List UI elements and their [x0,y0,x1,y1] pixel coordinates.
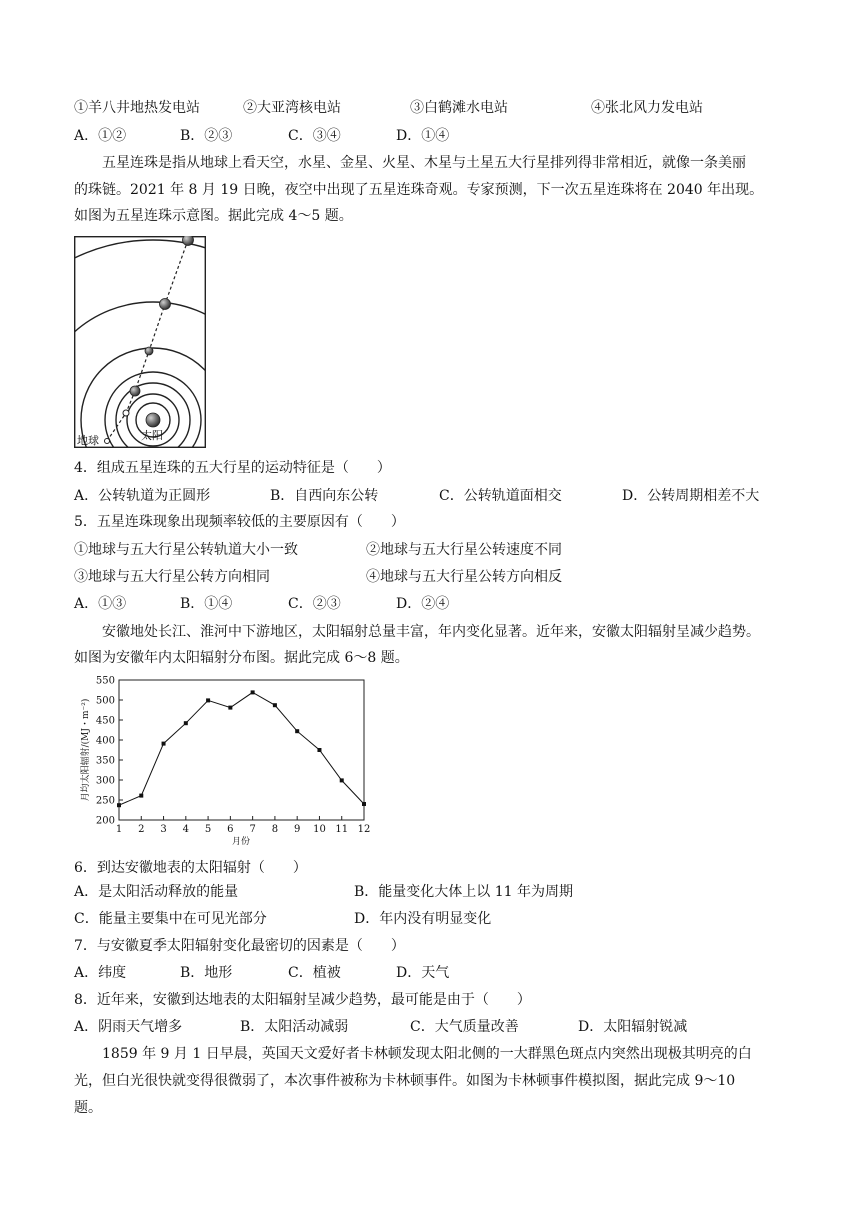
q3-item-1: ①羊八井地热发电站 [74,100,200,116]
q5-option-c[interactable]: C．②③ [288,596,341,612]
data-point [139,794,143,798]
data-point [228,706,232,710]
q6-option-a[interactable]: A．是太阳活动释放的能量 [74,884,239,900]
x-tick-label: 2 [138,824,145,835]
q6-option-d[interactable]: D．年内没有明显变化 [354,911,492,927]
q4-option-a[interactable]: A．公转轨道为正圆形 [74,488,211,504]
q6-stem: 6．到达安徽地表的太阳辐射（ ） [74,860,307,876]
q5-option-b[interactable]: B．①④ [180,596,233,612]
y-tick-label: 350 [95,755,115,767]
q4-option-d[interactable]: D．公转周期相差不大 [622,488,760,504]
passage3-line-3: 题。 [74,1100,102,1116]
q3-item-4: ④张北风力发电站 [591,100,703,116]
saturn-icon [183,236,194,246]
data-point [340,778,344,782]
q8-option-c[interactable]: C．大气质量改善 [410,1019,519,1035]
mars-icon [145,347,153,355]
q8-stem: 8．近年来，安徽到达地表的太阳辐射呈减少趋势，最可能是由于（ ） [74,992,531,1008]
q5-item-3: ③地球与五大行星公转方向相同 [74,569,270,585]
x-tick-label: 5 [204,824,212,835]
passage3-line-1: 1859 年 9 月 1 日早晨，英国天文爱好者卡林顿发现太阳北侧的一大群黑色斑点内突然出现极其明亮的白 [102,1046,752,1062]
q7-option-d[interactable]: D．天气 [396,965,450,981]
data-point [117,803,121,807]
x-tick-label: 7 [249,824,256,835]
data-point [317,748,321,752]
jupiter-icon [160,299,171,310]
x-tick-label: 3 [160,824,167,835]
x-tick-label: 11 [335,824,349,835]
data-point [251,690,255,694]
y-tick-label: 300 [95,775,115,787]
y-tick-label: 400 [95,735,115,747]
earth-icon [105,439,110,444]
passage3-line-2: 光，但白光很快就变得很微弱了，本次事件被称为卡林顿事件。如图为卡林顿事件模拟图，据此完成 9～10 [74,1073,736,1089]
x-tick-label: 12 [357,824,371,835]
sun-label: 太阳 [141,429,163,442]
q5-item-2: ②地球与五大行星公转速度不同 [366,542,562,558]
x-tick-label: 8 [271,824,279,835]
q3-option-c[interactable]: C．③④ [288,128,341,144]
y-tick-label: 550 [95,675,115,687]
alignment-line [107,240,188,441]
q5-stem: 5．五星连珠现象出现频率较低的主要原因有（ ） [74,514,405,530]
y-tick-label: 500 [95,695,115,707]
y-tick-label: 200 [95,815,115,827]
q6-option-b[interactable]: B．能量变化大体上以 11 年为周期 [354,884,574,900]
x-tick-label: 4 [182,824,190,835]
data-point [206,698,210,702]
q7-option-b[interactable]: B．地形 [180,965,233,981]
y-axis-label: 月均太阳辐射/(MJ・m⁻²) [81,698,91,802]
data-point [295,729,299,733]
solar-radiation-chart [74,672,374,852]
q6-option-c[interactable]: C．能量主要集中在可见光部分 [74,911,267,927]
q7-option-c[interactable]: C．植被 [288,965,341,981]
x-tick-label: 1 [115,824,123,835]
sun-icon [146,413,160,427]
q7-stem: 7．与安徽夏季太阳辐射变化最密切的因素是（ ） [74,938,405,954]
q3-option-d[interactable]: D．①④ [396,128,450,144]
q4-option-c[interactable]: C．公转轨道面相交 [439,488,562,504]
data-point [162,742,166,746]
q3-option-a[interactable]: A．①② [74,128,127,144]
q4-option-b[interactable]: B．自西向东公转 [270,488,379,504]
q5-item-1: ①地球与五大行星公转轨道大小一致 [74,542,298,558]
plot-frame [119,680,364,820]
q5-option-d[interactable]: D．②④ [396,596,450,612]
orbit-7 [74,240,206,448]
diagram-frame [75,237,206,448]
x-tick-label: 10 [313,824,326,835]
passage2-line-1: 安徽地处长江、淮河中下游地区，太阳辐射总量丰富，年内变化显著。近年来，安徽太阳辐射呈减少趋势。 [102,624,760,640]
passage1-line-1: 五星连珠是指从地球上看天空，水星、金星、火星、木星与土星五大行星排列得非常相近，就像一条美丽 [102,155,746,171]
series-line [119,692,364,805]
data-point [273,703,277,707]
q3-item-2: ②大亚湾核电站 [243,100,341,116]
q8-option-d[interactable]: D．太阳辐射锐减 [578,1019,688,1035]
y-tick-label: 450 [95,715,115,727]
q8-option-b[interactable]: B．太阳活动减弱 [240,1019,349,1035]
x-axis-label: 月份 [231,837,251,847]
data-point [362,802,366,806]
passage1-line-2: 的珠链。2021 年 8 月 19 日晚，夜空中出现了五星连珠奇观。专家预测，下一次五星连珠将在 2040 年出现。 [74,182,764,198]
q4-stem: 4．组成五星连珠的五大行星的运动特征是（ ） [74,460,391,476]
x-tick-label: 9 [293,824,301,835]
q3-option-b[interactable]: B．②③ [180,128,233,144]
venus-icon [130,386,140,396]
data-point [184,721,188,725]
passage1-line-3: 如图为五星连珠示意图。据此完成 4～5 题。 [74,208,353,224]
q5-item-4: ④地球与五大行星公转方向相反 [366,569,562,585]
q3-item-3: ③白鹤滩水电站 [410,100,508,116]
five-planets-diagram [74,236,206,448]
mercury-icon [123,410,129,416]
earth-label: 地球 [77,434,99,447]
q8-option-a[interactable]: A．阴雨天气增多 [74,1019,183,1035]
q5-option-a[interactable]: A．①③ [74,596,127,612]
y-tick-label: 250 [95,795,115,807]
x-tick-label: 6 [227,824,234,835]
passage2-line-2: 如图为安徽年内太阳辐射分布图。据此完成 6～8 题。 [74,650,409,666]
q7-option-a[interactable]: A．纬度 [74,965,127,981]
